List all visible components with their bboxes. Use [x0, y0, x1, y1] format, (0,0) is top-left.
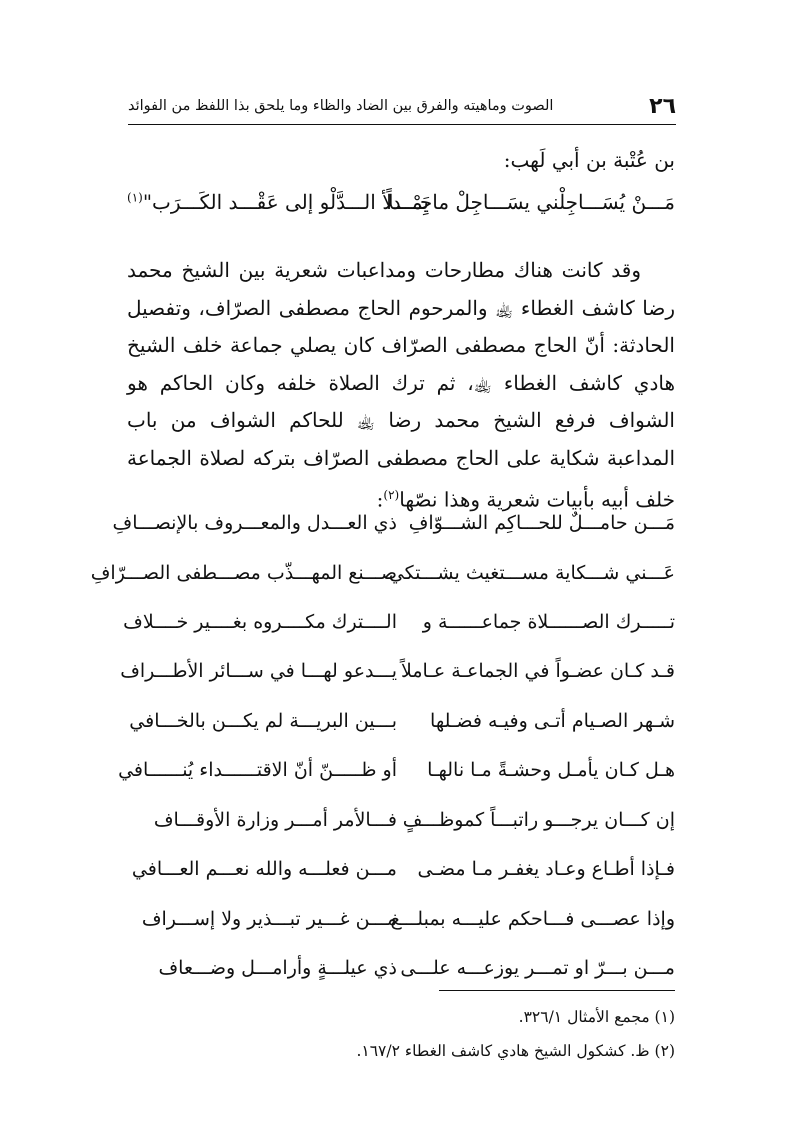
poem: [90, 512, 675, 1007]
poem-second-hemistich: مـــن غـــير تبـــذير ولا إســـراف: [141, 907, 397, 930]
poem-second-hemistich: ذي عيلـــةٍ وأرامـــل وضـــعاف: [158, 957, 397, 979]
poem-first-hemistich: إن كـــان يرجـــو راتبـــاً كموظـــفٍ: [402, 808, 675, 831]
footnote-1: (١) مجمع الأمثال ٣٢٦/١.: [518, 1008, 675, 1026]
footnotes: [127, 1000, 675, 1068]
paragraph-text: وقد كانت هناك مطارحات ومداعبات شعرية بين الشيخ محمد رضا كاشف الغطاء ﵀ والمرحوم الحاج مصطفى الصرّاف، وتفصيل الحادثة: أنّ الحاج مصطفى الصرّاف كان يصلي جماعة خلف الشيخ هادي كاشف الغطاء ﵀، ثم ترك الصلاة خلفه وكان الحاكم هو الشواف فرفع الشيخ محمد رضا ﵀ للحاكم الشواف من باب المداعبة شكاية على الحاج مصطفى الصرّاف بتركه لصلاة الجماعة خلف أبيه بأبيات شعرية وهذا نصّها: [127, 258, 675, 512]
footnote-divider: [439, 990, 675, 991]
running-title: الصوت وماهيته والفرق بين الضاد والظاء وما يلحق بذا اللفظ من الفوائد: [128, 98, 554, 114]
poem-first-hemistich: هـل كـان يأمـل وحشـةً مـا نالهـا: [427, 759, 675, 781]
footnote-ref-2: (٢): [383, 488, 400, 502]
poem-second-hemistich: صـــنع المهـــذّب مصـــطفى الصـــرّافِ: [90, 561, 397, 584]
poem-second-hemistich: مـــن فعلـــه والله نعـــم العـــافي: [131, 858, 397, 880]
poem-second-hemistich: أو ظـــــنّ أنّ الاقتــــــداء يُنــــــافي: [118, 759, 397, 781]
poem-first-hemistich: تـــــرك الصــــــلاة جماعــــــة و: [422, 610, 675, 633]
footnote-ref-1: (١): [127, 190, 143, 205]
intro-line: بن عُتْبة بن أبي لَهب:: [503, 148, 675, 172]
poem-verse: [120, 660, 675, 710]
poem-verse: [118, 759, 675, 809]
page-header: [128, 92, 676, 122]
poem-first-hemistich: شـهر الصـيام أتـى وفيـه فضـلها: [430, 709, 675, 732]
poem-verse: [127, 908, 675, 958]
poem-second-hemistich: الــــترك مكــــروه بغــــير خــــلاف: [123, 610, 397, 633]
verse-hemistich-2-text: يَمْـــلأ الـــدَّلْو إلى عَقْـــد الكَـــرَب": [142, 190, 429, 214]
poem-second-hemistich: بـــين البريـــة لم يكـــن بالخـــافي: [129, 709, 397, 732]
poem-verse: [127, 858, 675, 908]
poem-first-hemistich: فـإذا أطـاع وعـاد يغفـر مـا مضـى: [417, 858, 675, 880]
poem-first-hemistich: مَـــن حامـــلٌ للحـــاكِم الشـــوّافِ: [408, 512, 675, 534]
poem-first-hemistich: عَـــني شـــكاية مســـتغيث يشـــتكي: [388, 561, 675, 584]
footnote-2: (٢) ظ. كشكول الشيخ هادي كاشف الغطاء ١٦٧/٢.: [356, 1042, 675, 1060]
poem-first-hemistich: مـــن بـــرّ او تمـــر يوزعـــه علـــى: [400, 957, 675, 979]
paragraph-ending: :: [376, 487, 384, 512]
poem-second-hemistich: ذي العـــدل والمعـــروف بالإنصـــافِ: [112, 512, 397, 534]
body-paragraph: [127, 252, 675, 519]
poem-verse: [90, 561, 675, 611]
poem-second-hemistich: يـــدعو لهـــا في ســـائر الأطـــراف: [120, 660, 397, 682]
poem-verse: [127, 710, 675, 760]
verse-hemistich-2: [127, 190, 429, 214]
poem-first-hemistich: وإذا عصـــى فـــاحكم عليـــه بمبلـــغ: [390, 907, 675, 930]
poem-verse: [112, 512, 675, 562]
header-divider: [128, 124, 676, 125]
verse-hemistich-1: مَـــنْ يُسَـــاجِلْني يسَـــاجِلْ ماجِـــداً: [386, 190, 675, 214]
poem-first-hemistich: قـد كـان عضـواً في الجماعـة عـاملاً: [401, 660, 675, 682]
page-number: ٢٦: [649, 94, 676, 119]
poem-verse: [127, 809, 675, 859]
poem-second-hemistich: فـــالأمر أمـــر وزارة الأوقـــاف: [153, 808, 397, 831]
poem-verse: [123, 610, 675, 661]
